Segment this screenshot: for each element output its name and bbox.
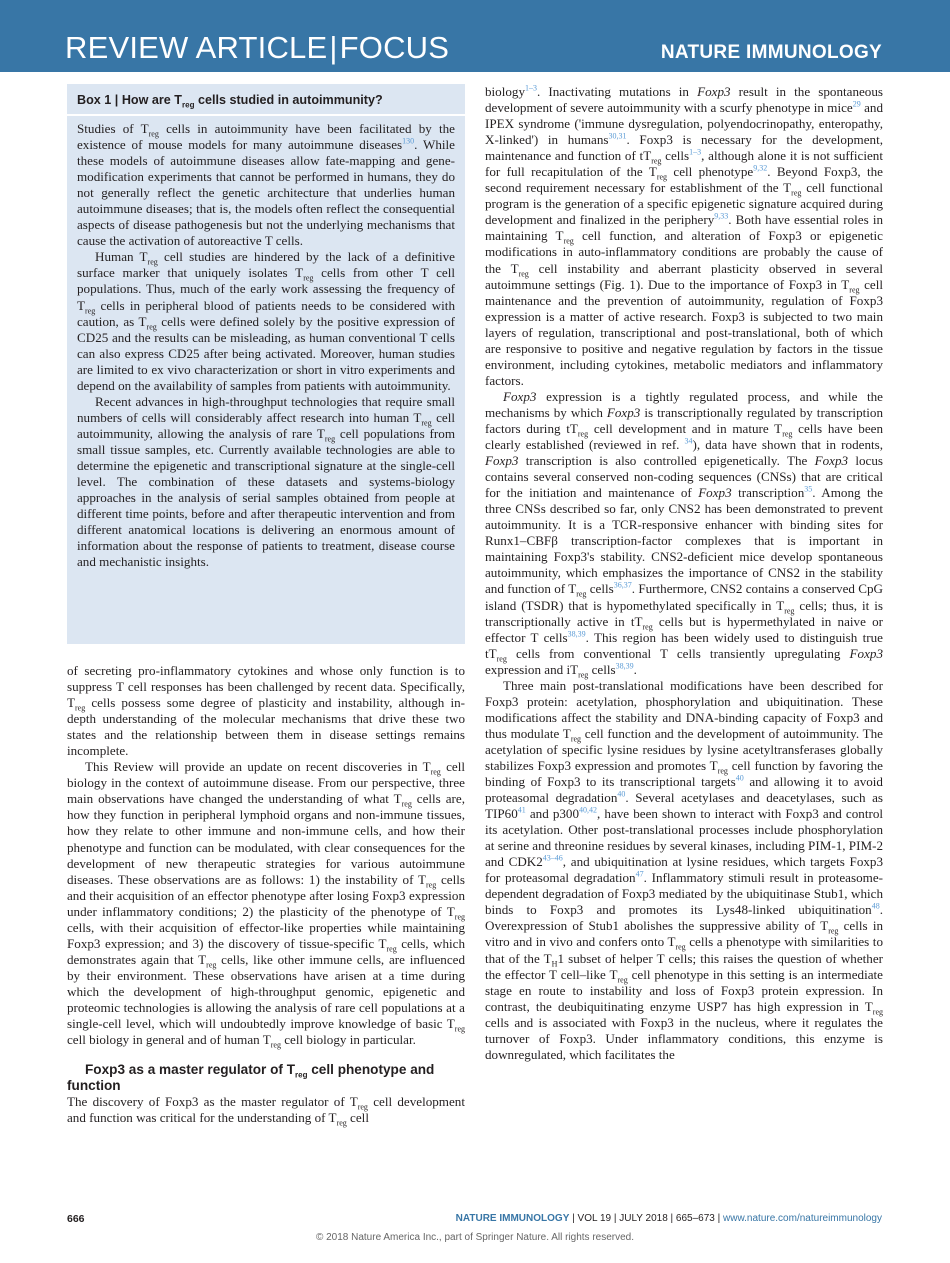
box-paragraph: Recent advances in high-throughput technologies that require small numbers of cells will considerably affect research into human $T_{reg}$ cell autoimmunity, allowing the analysis of rare $T_{reg}$ cell populations from small tissue samples, etc. Currently available technologies are able to determine the epigenetic and transcriptional signature at the single-cell level. The combination of these datasets and systems-biology approaches in the analysis of serial samples obtained from people at different time points, before and after therapeutic intervention and from different anatomical locations is delivering an enormous amount of information about the response of patients to treatment, disease course and mechanistic insights. xyxy=(77,393,456,570)
box-title xyxy=(77,93,457,115)
box-body xyxy=(77,121,455,570)
right-column xyxy=(485,84,883,1063)
journal-name: NATURE IMMUNOLOGY xyxy=(660,42,882,63)
box-divider xyxy=(67,114,465,116)
page-header-bar xyxy=(0,0,950,72)
box-title-sub: reg xyxy=(182,100,195,110)
body-paragraph: of secreting pro-inflammatory cytokines and whose only function is to suppress T cell responses has been challenged by recent data. Specifically, $T_{reg}$ cells possess some degree of plasticity and instability, although in-depth understanding of the molecular mechanisms that drive these two states and the relationship between them in disease settings remains incomplete. xyxy=(67,663,465,759)
box-paragraph: Human $T_{reg}$ cell studies are hindered by the lack of a definitive surface marker that uniquely isolates $T_{reg}$ cells from other T cell populations. Thus, much of the early work assessing the frequency of $T_{reg}$ cells in peripheral blood of patients needs to be considered with caution, as $T_{reg}$ cells were defined solely by the positive expression of CD25 and the results can be misleading, as human conventional T cells can also express CD25 after being activated. Moreover, human studies are limited to ex vivo characterization or short in vitro experiments and depend on the availability of samples from patients with autoimmunity. xyxy=(77,249,455,393)
copyright-notice: © 2018 Nature America Inc., part of Springer Nature. All rights reserved. xyxy=(315,1232,635,1243)
review-article-label: REVIEW ARTICLE xyxy=(65,30,328,65)
footer-citation xyxy=(456,1213,882,1224)
box-title-text-end: cells studied in autoimmunity? xyxy=(194,93,383,107)
header-separator: | xyxy=(329,30,338,65)
body-paragraph: The discovery of Foxp3 as the master regulator of $T_{reg}$ cell development and function was critical for the understanding of $T_{reg}$ cell xyxy=(67,1094,465,1128)
article-type xyxy=(65,30,449,66)
left-column xyxy=(67,663,465,1126)
section-heading: Foxp3 as a master regulator of $T_{reg}$ cell phenotype and function xyxy=(67,1062,435,1094)
body-paragraph: Foxp3 expression is a tightly regulated process, and while the mechanisms by which Foxp3 is transcriptionally regulated by transcription factors during $tT_{reg}$ cell development and in mature $T_{reg}$ cells have been clearly established (reviewed in ref. $^{34}$), data have shown that in rodents, Foxp3 transcription is also controlled epigenetically. The Foxp3 locus contains several conserved non-coding sequences (CNSs) that are critical for the initiation and maintenance of Foxp3 transcription$^{35}$. Among the three CNSs described so far, only CNS2 has been demonstrated to prevent autoimmunity. It is a TCR-responsive enhancer with binding sites for Runx1–CBFβ transcription-factor complexes that is important in maintaining Foxp3's stability. CNS2-deficient mice develop spontaneous autoimmunity, which emphasizes the importance of CNS2 in the stability and function of $T_{reg}$ cells$^{36,37}$. Furthermore, CNS2 contains a conserved CpG island (TSDR) that is hypomethylated specifically in $T_{reg}$ cells; thus, it is transcriptionally active in $tT_{reg}$ cells but is hypermethylated in naive or effector T cells$^{38,39}$. This region has been widely used to distinguish true $tT_{reg}$ cells from conventional T cells transiently upregulating Foxp3 expression and $iT_{reg}$ cells$^{38,39}$. xyxy=(485,388,884,680)
body-paragraph: biology$^{1-3}$. Inactivating mutations in Foxp3 result in the spontaneous development of severe autoimmunity with a scurfy phenotype in mice$^{29}$ and IPEX syndrome ('immune dysregulation, polyendocrinopathy, enteropathy, X-linked') in humans$^{30,31}$. Foxp3 is necessary for the development, maintenance and function of $tT_{reg}$ cells$^{1-3}$, although alone it is not sufficient for full recapitulation of the $T_{reg}$ cell phenotype$^{9,32}$. Beyond Foxp3, the second requirement necessary for establishment of the $T_{reg}$ cell functional program is the generation of a specific epigenetic signature acquired during development and finalized in the periphery$^{9,33}$. Both have essential roles in maintaining $T_{reg}$ cell function, and alteration of Foxp3 or epigenetic modifications in auto-inflammatory conditions are probably the cause of the $T_{reg}$ cell instability and aberrant plasticity observed in several autoimmune settings (Fig. 1). Due to the importance of Foxp3 in $T_{reg}$ cell maintenance and the prevention of autoimmunity, regulation of Foxp3 expression is a matter of active research. Foxp3 is subjected to two main layers of regulation, transcriptional and post-translational, both of which are responsive to positive and negative regulation by factors in the tissue environment, including cytokines, metabolic mediators and inflammatory factors. xyxy=(485,83,884,388)
body-paragraph: This Review will provide an update on recent discoveries in $T_{reg}$ cell biology in the context of autoimmune disease. From our perspective, three main observations have changed the understanding of what $T_{reg}$ cells are, how they function in peripheral lymphoid organs and non-immune tissues, how they relate to other immune and non-immune cells, and how their phenotype and function can be modulated, with clear consequences for the development of new therapeutic strategies for various autoimmune diseases. These observations are as follows: 1) the instability of $T_{reg}$ cells and their acquisition of an effector phenotype after losing Foxp3 expression under inflammatory conditions; 2) the plasticity of the phenotype of $T_{reg}$ cells, with their acquisition of effector-like properties while maintaining Foxp3 expression; and 3) the discovery of tissue-specific $T_{reg}$ cells, which demonstrates again that $T_{reg}$ cells, like other immune cells, are influenced by their environment. These observations have arisen at a time during which the development of high-throughput genomic, epigenetic and proteomic technologies is allowing the analysis of rare cell populations at a single-cell level, which will undoubtedly improve knowledge of basic $T_{reg}$ cell biology in general and of human $T_{reg}$ cell biology in particular. xyxy=(67,759,465,1050)
focus-label: FOCUS xyxy=(339,30,450,65)
box-paragraph: Studies of $T_{reg}$ cells in autoimmunity have been facilitated by the existence of mouse models for many autoimmune diseases$^{130}$. While these models of autoimmune diseases allow fate-mapping and gene-modification experiments that cannot be performed in humans, they do not generally reflect the genetic architecture that underlies human autoimmune diseases; that is, the models often reflect the consequential aspects of disease pathogenesis but not the underlying mechanisms that cause the activation of autoreactive T cells. xyxy=(77,121,455,249)
footer-journal-name: NATURE IMMUNOLOGY xyxy=(455,1213,570,1224)
journal-url-link[interactable]: www.nature.com/natureimmunology xyxy=(723,1213,882,1224)
body-paragraph: Three main post-translational modifications have been described for Foxp3 protein: acetylation, phosphorylation and ubiquitination. These modifications affect the stability and DNA-binding capacity of Foxp3 and thus modulate $T_{reg}$ cell function and the development of autoimmunity. The acetylation of specific lysine residues by lysine acetyltransferases globally stabilizes Foxp3 expression and promotes $T_{reg}$ cell function by favoring the binding of Foxp3 to its transcriptional targets$^{40}$ and allowing it to avoid proteasomal degradation$^{40}$. Several acetylases and deacetylases, such as TIP60$^{41}$ and p300$^{40,42}$, have been shown to interact with Foxp3 and control its acetylation. Other post-translational processes include phosphorylation at serine and threonine residues by several kinases, including PIM-1, PIM-2 and CDK2$^{43-46}$, and ubiquitination at lysine residues, which targets Foxp3 for proteasomal degradation$^{47}$. Inflammatory stimuli result in proteasome-dependent degradation of Foxp3 mediated by the ubiquitinase Stub1, which binds to Foxp3 and promotes its Lys48-linked ubiquitination$^{48}$. Overexpression of Stub1 abolishes the suppressive ability of $T_{reg}$ cells in vitro and in vivo and confers onto $T_{reg}$ cells a phenotype with similarities to that of the $T_H1$ subset of helper T cells; this raises the question of whether the effector T cell–like $T_{reg}$ cell phenotype in this setting is an intermediate stage en route to instability and loss of Foxp3 protein expression. In contrast, the deubiquitinating enzyme USP7 has high expression in $T_{reg}$ cells and is associated with Foxp3 in the nucleus, where it regulates the turnover of Foxp3. Under inflammatory conditions, this enzyme is downregulated, which facilitates the xyxy=(485,677,884,1062)
box-1 xyxy=(67,84,465,644)
box-title-text: Box 1 | How are T xyxy=(77,93,182,107)
page-number: 666 xyxy=(67,1213,85,1225)
footer-issue: | VOL 19 | JULY 2018 | 665–673 | xyxy=(569,1213,724,1224)
